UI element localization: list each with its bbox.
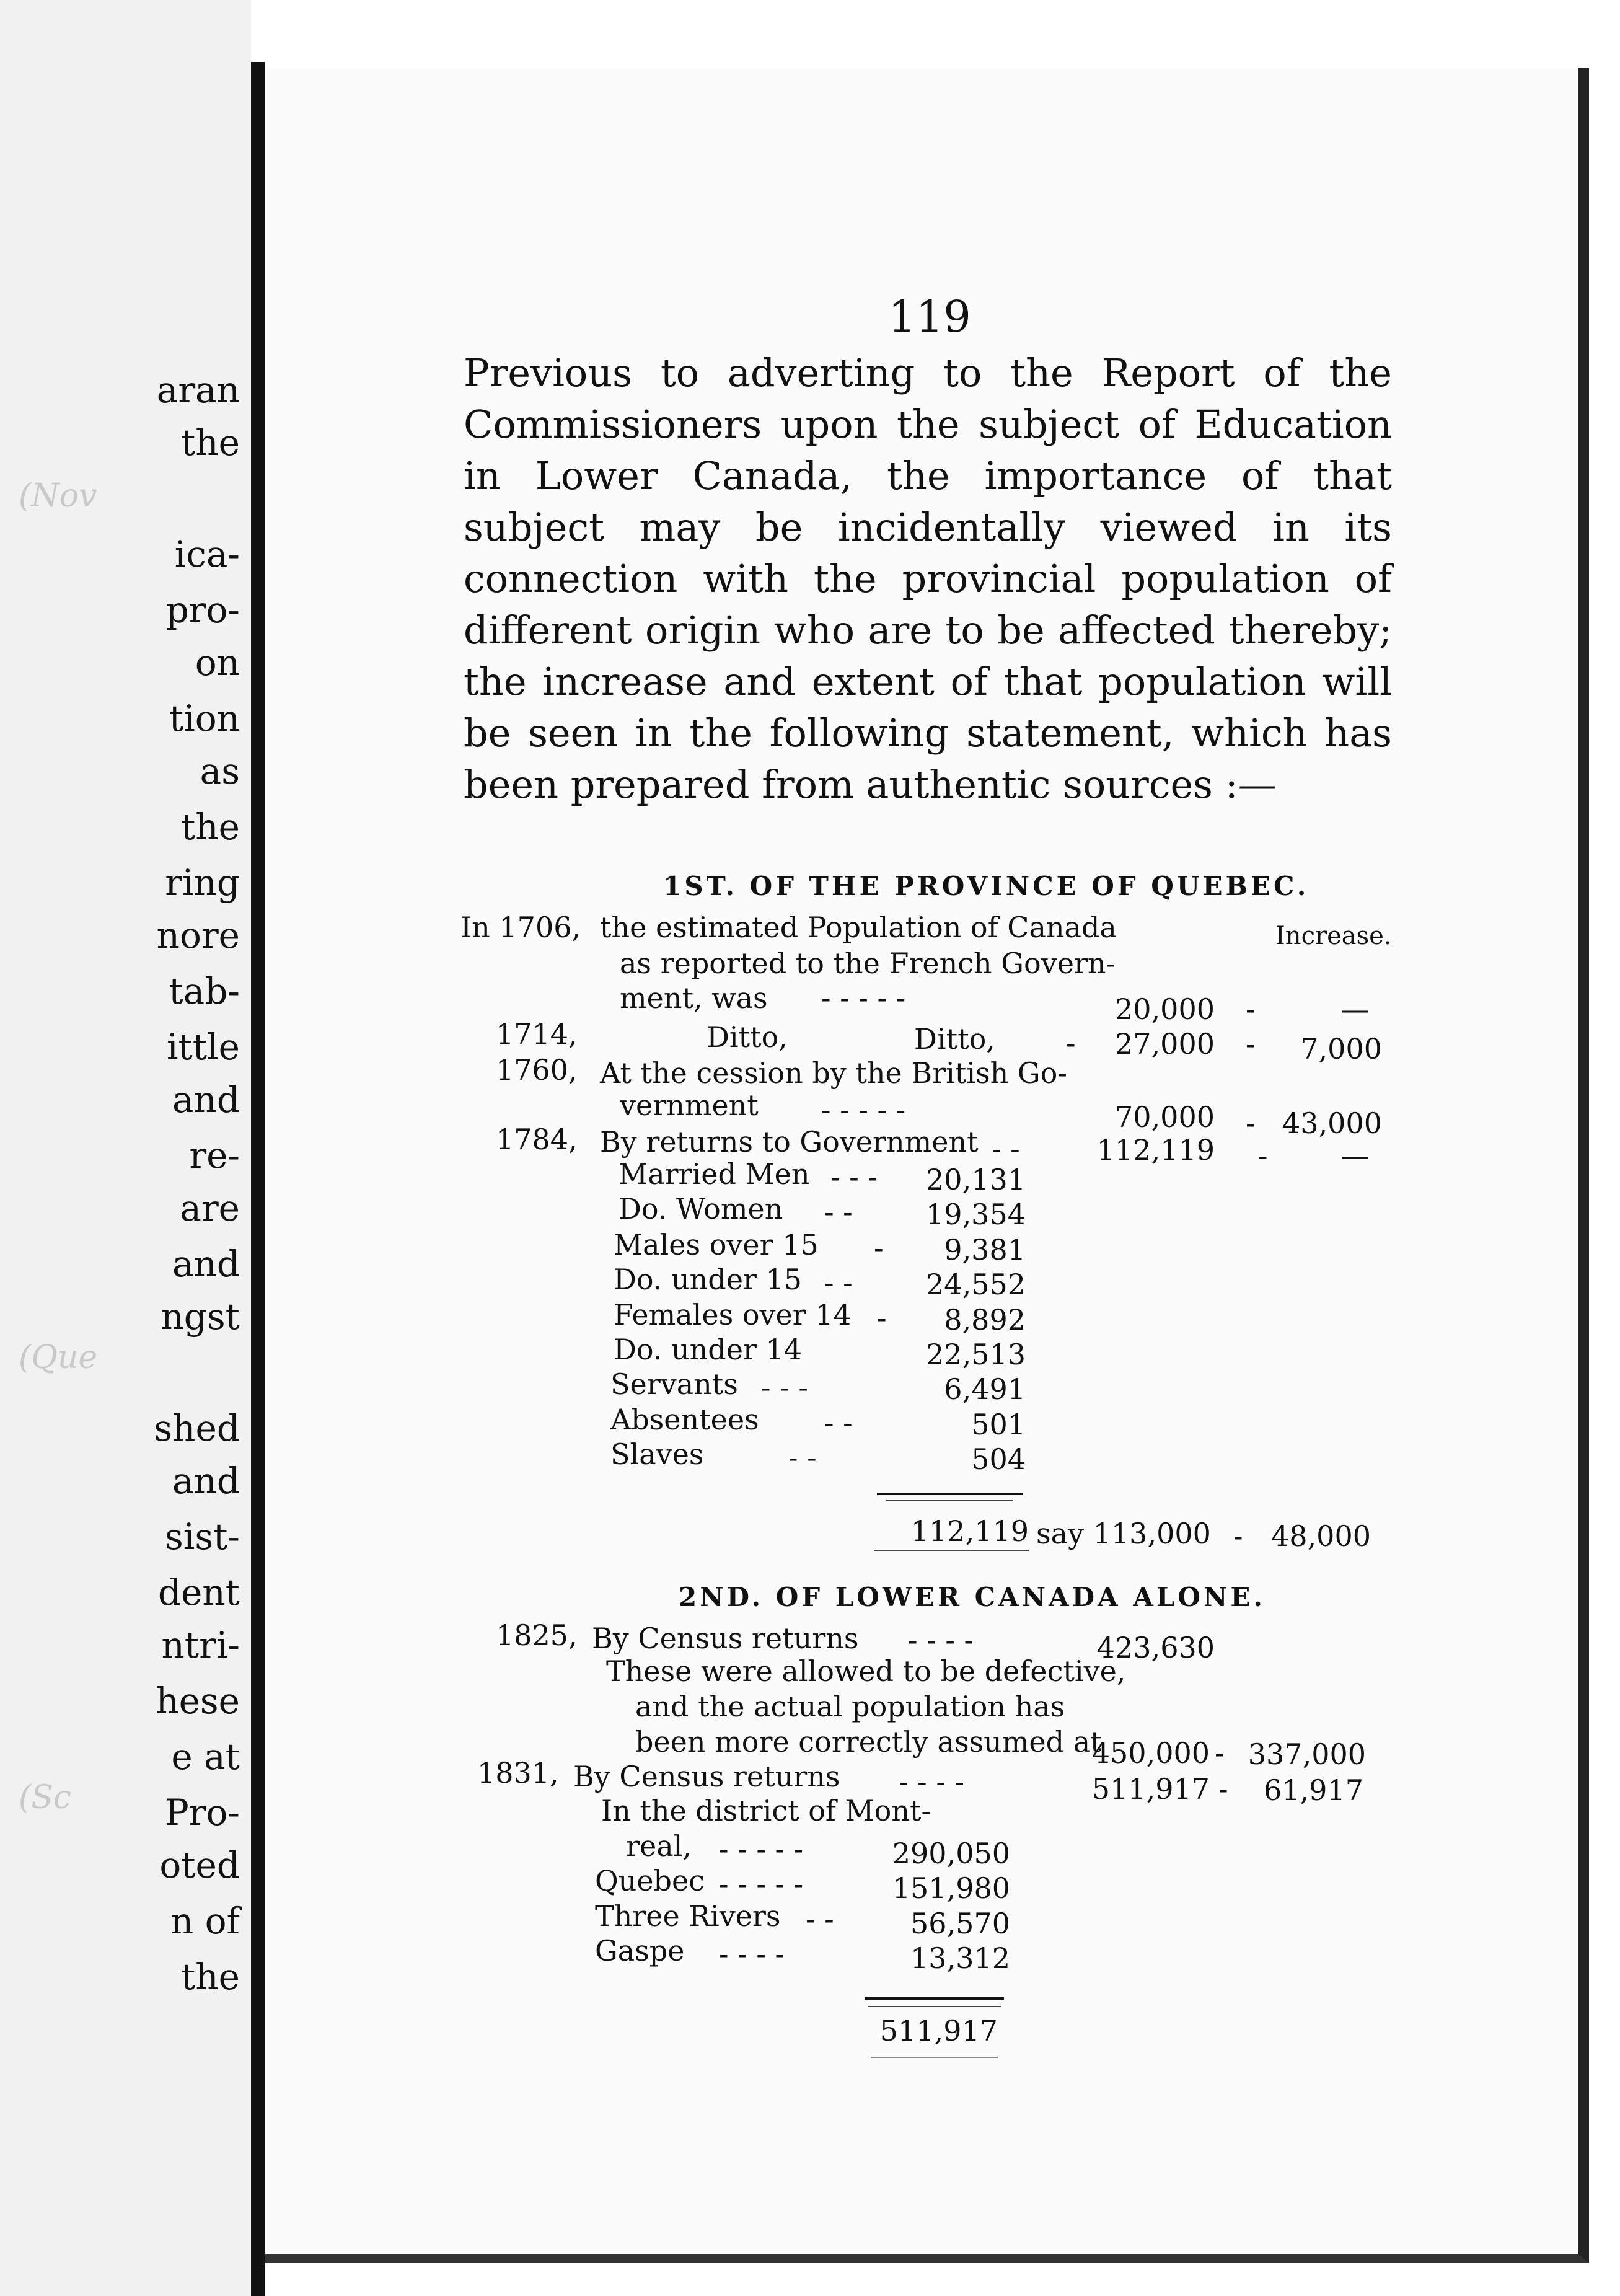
breakdown-value: 20,131 <box>926 1163 1026 1196</box>
prev-line: ring <box>165 862 240 904</box>
leader-dots: - - - - <box>908 1623 974 1657</box>
prev-line: tion <box>169 697 240 740</box>
prev-line: and <box>172 1243 240 1285</box>
breakdown-value: 9,381 <box>944 1233 1026 1266</box>
increase-column-label: Increase. <box>1275 922 1392 950</box>
breakdown-label: Servants <box>610 1367 738 1401</box>
leader-dots: - - - - - <box>719 1867 804 1901</box>
breakdown-label: Males over 15 <box>614 1228 819 1261</box>
prev-line: and <box>172 1079 240 1121</box>
entry-1706-text: the estimated Population of Canada <box>600 911 1117 944</box>
entry-1784-year: 1784, <box>496 1123 578 1156</box>
intro-paragraph: Previous to adverting to the Report of the Commissioners upon the subject of Education in Lower Canada, the importance of that subject may be incidentally viewed in its connection with the provincial population of different origin who are to be affected thereby; the increase and extent of that population will be seen in the following statement, which has been prepared from authentic sources :— <box>464 350 1392 807</box>
sum-rule <box>871 2057 998 2058</box>
entry-1784-text: By returns to Government <box>600 1125 979 1159</box>
leader-dots: - <box>874 1231 884 1265</box>
district-value: 56,570 <box>910 1907 1010 1940</box>
prev-line: on <box>195 642 240 684</box>
district-value: 13,312 <box>910 1941 1010 1975</box>
entry-1760-increase: 43,000 <box>1282 1106 1382 1140</box>
district-label: real, <box>626 1829 692 1863</box>
breakdown-label: Absentees <box>610 1403 759 1436</box>
separator-dash: - <box>1218 1772 1228 1806</box>
prev-line: aran <box>156 369 240 411</box>
entry-1825-year: 1825, <box>496 1618 578 1652</box>
leader-dots: - - <box>824 1266 853 1299</box>
leader-dots: - - <box>824 1406 853 1439</box>
leader-dots: - - - - <box>899 1765 965 1798</box>
separator-dash: - <box>1233 1519 1243 1553</box>
entry-1784-rounded: say 113,000 <box>1036 1517 1211 1550</box>
entry-1831-increase: 61,917 <box>1264 1773 1363 1807</box>
entry-1714-text: Ditto, <box>914 1022 995 1056</box>
section-heading-quebec: 1ST. OF THE PROVINCE OF QUEBEC. <box>663 871 1310 901</box>
entry-1784-value: 112,119 <box>1096 1133 1215 1167</box>
district-label: Three Rivers <box>595 1899 781 1933</box>
district-label: Quebec <box>595 1864 705 1897</box>
entry-1825-note: been more correctly assumed at <box>635 1725 1102 1759</box>
entry-1706-value: 20,000 <box>1115 992 1215 1026</box>
separator-dash: - <box>1246 1027 1256 1061</box>
prev-line: re- <box>189 1134 240 1177</box>
entry-1825-increase: 337,000 <box>1248 1737 1366 1771</box>
entry-1831-year: 1831, <box>477 1756 559 1790</box>
leader-dots: - <box>1066 1027 1076 1060</box>
separator-dash: - <box>1246 992 1256 1026</box>
entry-1760-year: 1760, <box>496 1053 578 1087</box>
entry-1760-text: vernment <box>620 1088 759 1122</box>
entry-1706-year: In 1706, <box>460 911 581 944</box>
page-number: 119 <box>888 291 971 342</box>
section-heading-lower-canada: 2ND. OF LOWER CANADA ALONE. <box>679 1582 1266 1612</box>
entry-1831-value: 511,917 <box>1091 1772 1210 1806</box>
leader-dots: - - <box>788 1441 817 1474</box>
entry-1714-text: Ditto, <box>707 1020 788 1054</box>
leader-dots: - - - - - <box>719 1832 804 1866</box>
entry-1784-total-increase: 48,000 <box>1271 1519 1371 1553</box>
bleed-through-text: (Sc <box>19 1779 72 1816</box>
entry-1760-value: 70,000 <box>1115 1100 1215 1134</box>
sum-rule <box>886 1500 1013 1501</box>
breakdown-label: Do. under 15 <box>614 1263 803 1296</box>
breakdown-label: Married Men <box>619 1157 810 1191</box>
separator-dash: - <box>1246 1106 1256 1140</box>
prev-line: sist- <box>165 1516 240 1558</box>
leader-dots: - - <box>824 1195 853 1229</box>
prev-line: n of <box>170 1900 240 1942</box>
breakdown-label: Do. under 14 <box>614 1333 803 1366</box>
sum-rule <box>868 2006 1001 2007</box>
entry-1825-corrected-value: 450,000 <box>1091 1736 1210 1770</box>
prev-line: tab- <box>169 970 240 1012</box>
prev-line: e at <box>171 1736 240 1778</box>
prev-line: ngst <box>161 1296 240 1338</box>
breakdown-label: Slaves <box>610 1437 704 1471</box>
district-intro: In the district of Mont- <box>601 1794 931 1827</box>
prev-line: Pro- <box>164 1791 240 1834</box>
breakdown-value: 24,552 <box>926 1268 1026 1301</box>
district-value: 290,050 <box>892 1837 1010 1870</box>
entry-1714-year: 1714, <box>496 1017 578 1051</box>
entry-1784-increase: — <box>1341 1139 1370 1172</box>
leader-dots: - - - - - <box>821 1093 906 1126</box>
prev-line: and <box>172 1460 240 1502</box>
book-spine <box>251 62 265 2296</box>
breakdown-label: Do. Women <box>619 1192 783 1225</box>
sum-rule <box>865 1997 1004 2000</box>
breakdown-value: 501 <box>971 1408 1026 1441</box>
sum-rule <box>877 1493 1023 1495</box>
prev-line: ntri- <box>161 1624 240 1666</box>
entry-1706-increase: — <box>1341 992 1370 1026</box>
prev-line: ittle <box>166 1026 240 1068</box>
prev-line: the <box>181 1956 240 1998</box>
entry-1825-note: These were allowed to be defective, <box>606 1654 1126 1688</box>
entry-1760-text: At the cession by the British Go- <box>600 1056 1067 1090</box>
leader-dots: - - - - <box>719 1937 785 1971</box>
entry-1825-text: By Census returns <box>592 1622 859 1655</box>
leader-dots: - - - - - <box>821 981 906 1015</box>
entry-1831-text: By Census returns <box>573 1760 840 1793</box>
breakdown-value: 8,892 <box>944 1303 1026 1336</box>
entry-1825-note: and the actual population has <box>635 1690 1065 1723</box>
sum-rule <box>874 1550 1029 1551</box>
district-total: 511,917 <box>879 2014 998 2047</box>
district-label: Gaspe <box>595 1934 685 1967</box>
leader-dots: - - - <box>830 1160 878 1194</box>
bleed-through-text: (Nov <box>19 477 97 514</box>
entry-1714-increase: 7,000 <box>1300 1032 1382 1066</box>
previous-page-fragment <box>0 0 251 2296</box>
prev-line: dent <box>157 1571 240 1614</box>
prev-line: are <box>180 1187 240 1229</box>
leader-dots: - <box>877 1301 887 1335</box>
leader-dots: - - - <box>761 1371 808 1404</box>
prev-line: nore <box>156 914 240 956</box>
prev-line: oted <box>159 1844 240 1886</box>
district-value: 151,980 <box>892 1871 1010 1905</box>
entry-1784-total: 112,119 <box>910 1514 1029 1548</box>
breakdown-value: 6,491 <box>944 1372 1026 1406</box>
breakdown-label: Females over 14 <box>614 1298 852 1331</box>
prev-line: shed <box>154 1407 240 1449</box>
breakdown-value: 22,513 <box>926 1338 1026 1371</box>
breakdown-value: 504 <box>971 1442 1026 1476</box>
entry-1706-text: as reported to the French Govern- <box>620 947 1116 980</box>
separator-dash: - <box>1258 1139 1268 1172</box>
bleed-through-text: (Que <box>19 1339 98 1376</box>
breakdown-value: 19,354 <box>926 1198 1026 1231</box>
prev-line: ica- <box>174 533 240 575</box>
prev-line: the <box>181 806 240 848</box>
prev-line: as <box>200 750 240 792</box>
entry-1706-text: ment, was <box>620 981 768 1015</box>
prev-line: hese <box>156 1680 240 1722</box>
leader-dots: - - <box>992 1132 1020 1165</box>
prev-line: pro- <box>165 589 240 631</box>
entry-1825-value: 423,630 <box>1096 1631 1215 1664</box>
entry-1714-value: 27,000 <box>1115 1027 1215 1061</box>
prev-line: the <box>181 422 240 464</box>
leader-dots: - - <box>806 1902 834 1936</box>
separator-dash: - <box>1215 1736 1225 1770</box>
